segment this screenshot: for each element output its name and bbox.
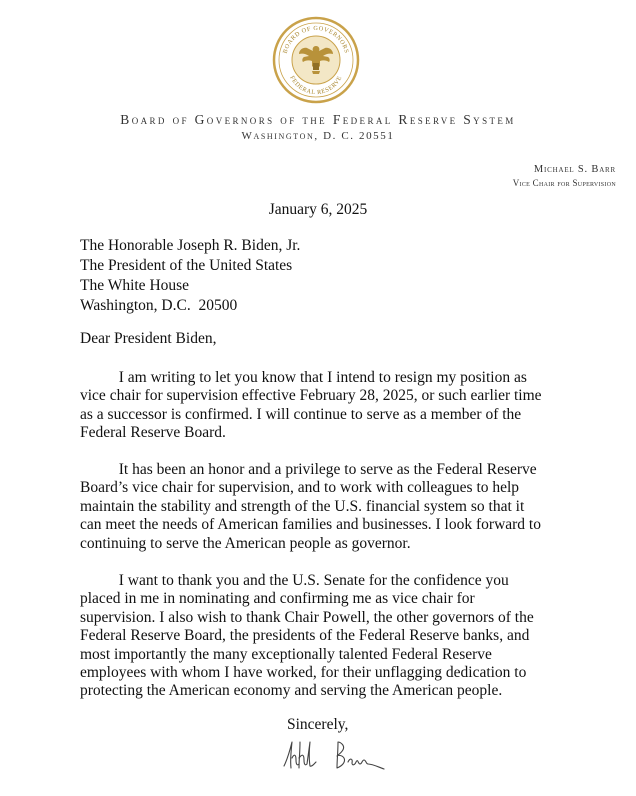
recipient-line: Washington, D.C. 20500 xyxy=(80,297,238,314)
sender-title: Vice Chair for Supervision xyxy=(512,178,616,188)
seal-icon xyxy=(272,16,360,104)
paragraph-line: most importantly the many exceptionally talented Federal Reserve xyxy=(80,645,492,663)
organization-address: Washington, D. C. 20551 xyxy=(241,130,395,142)
sender-name: Michael S. Barr xyxy=(533,164,616,175)
closing: Sincerely, xyxy=(287,716,349,733)
paragraph-line: Federal Reserve Board, the presidents of the Federal Reserve banks, and xyxy=(80,627,530,645)
letter-date: January 6, 2025 xyxy=(268,201,368,218)
recipient-line: The Honorable Joseph R. Biden, Jr. xyxy=(80,237,301,254)
paragraph-line: can meet the needs of American families and businesses. I look forward to xyxy=(80,516,541,534)
paragraph-line: maintain the stability and strength of the U.S. financial system so that it xyxy=(80,497,525,515)
paragraph-line: I am writing to let you know that I intend to resign my position as xyxy=(80,369,527,386)
paragraph-line: protecting the American economy and serving the American people. xyxy=(80,682,503,700)
sender-block xyxy=(513,162,616,189)
paragraph-line: supervision. I also wish to thank Chair Powell, the other governors of the xyxy=(80,608,534,626)
organization-name: Board of Governors of the Federal Reserve System xyxy=(120,112,516,127)
seal-text-top: BOARD OF GOVERNORS xyxy=(281,24,351,55)
federal-reserve-seal xyxy=(272,16,360,104)
recipient-line: The President of the United States xyxy=(80,257,293,274)
paragraph-line: as a successor is confirmed. I will continue to serve as a member of the xyxy=(80,405,522,423)
body-paragraph xyxy=(80,461,564,553)
recipient-address xyxy=(80,236,300,316)
paragraph-line: It has been an honor and a privilege to serve as the Federal Reserve xyxy=(80,461,537,478)
paragraph-line: continuing to serve the American people as governor. xyxy=(80,534,411,552)
paragraph-line: employees with whom I have worked, for their unflagging dedication to xyxy=(80,664,527,682)
paragraph-line: vice chair for supervision effective February 28, 2025, or such earlier time xyxy=(80,387,542,405)
signature-icon xyxy=(280,736,392,776)
body-paragraph xyxy=(80,369,564,443)
paragraph-line: placed in me in nominating and confirming me as vice chair for xyxy=(80,590,475,608)
salutation: Dear President Biden, xyxy=(80,330,217,347)
paragraph-line: I want to thank you and the U.S. Senate for the confidence you xyxy=(80,572,509,589)
body-paragraph xyxy=(80,572,564,701)
recipient-line: The White House xyxy=(80,277,190,294)
seal-text-bottom: FEDERAL RESERVE xyxy=(288,74,344,97)
paragraph-line: Board’s vice chair for supervision, and to work with colleagues to help xyxy=(80,479,520,497)
paragraph-line: Federal Reserve Board. xyxy=(80,424,226,442)
signature xyxy=(280,736,392,776)
